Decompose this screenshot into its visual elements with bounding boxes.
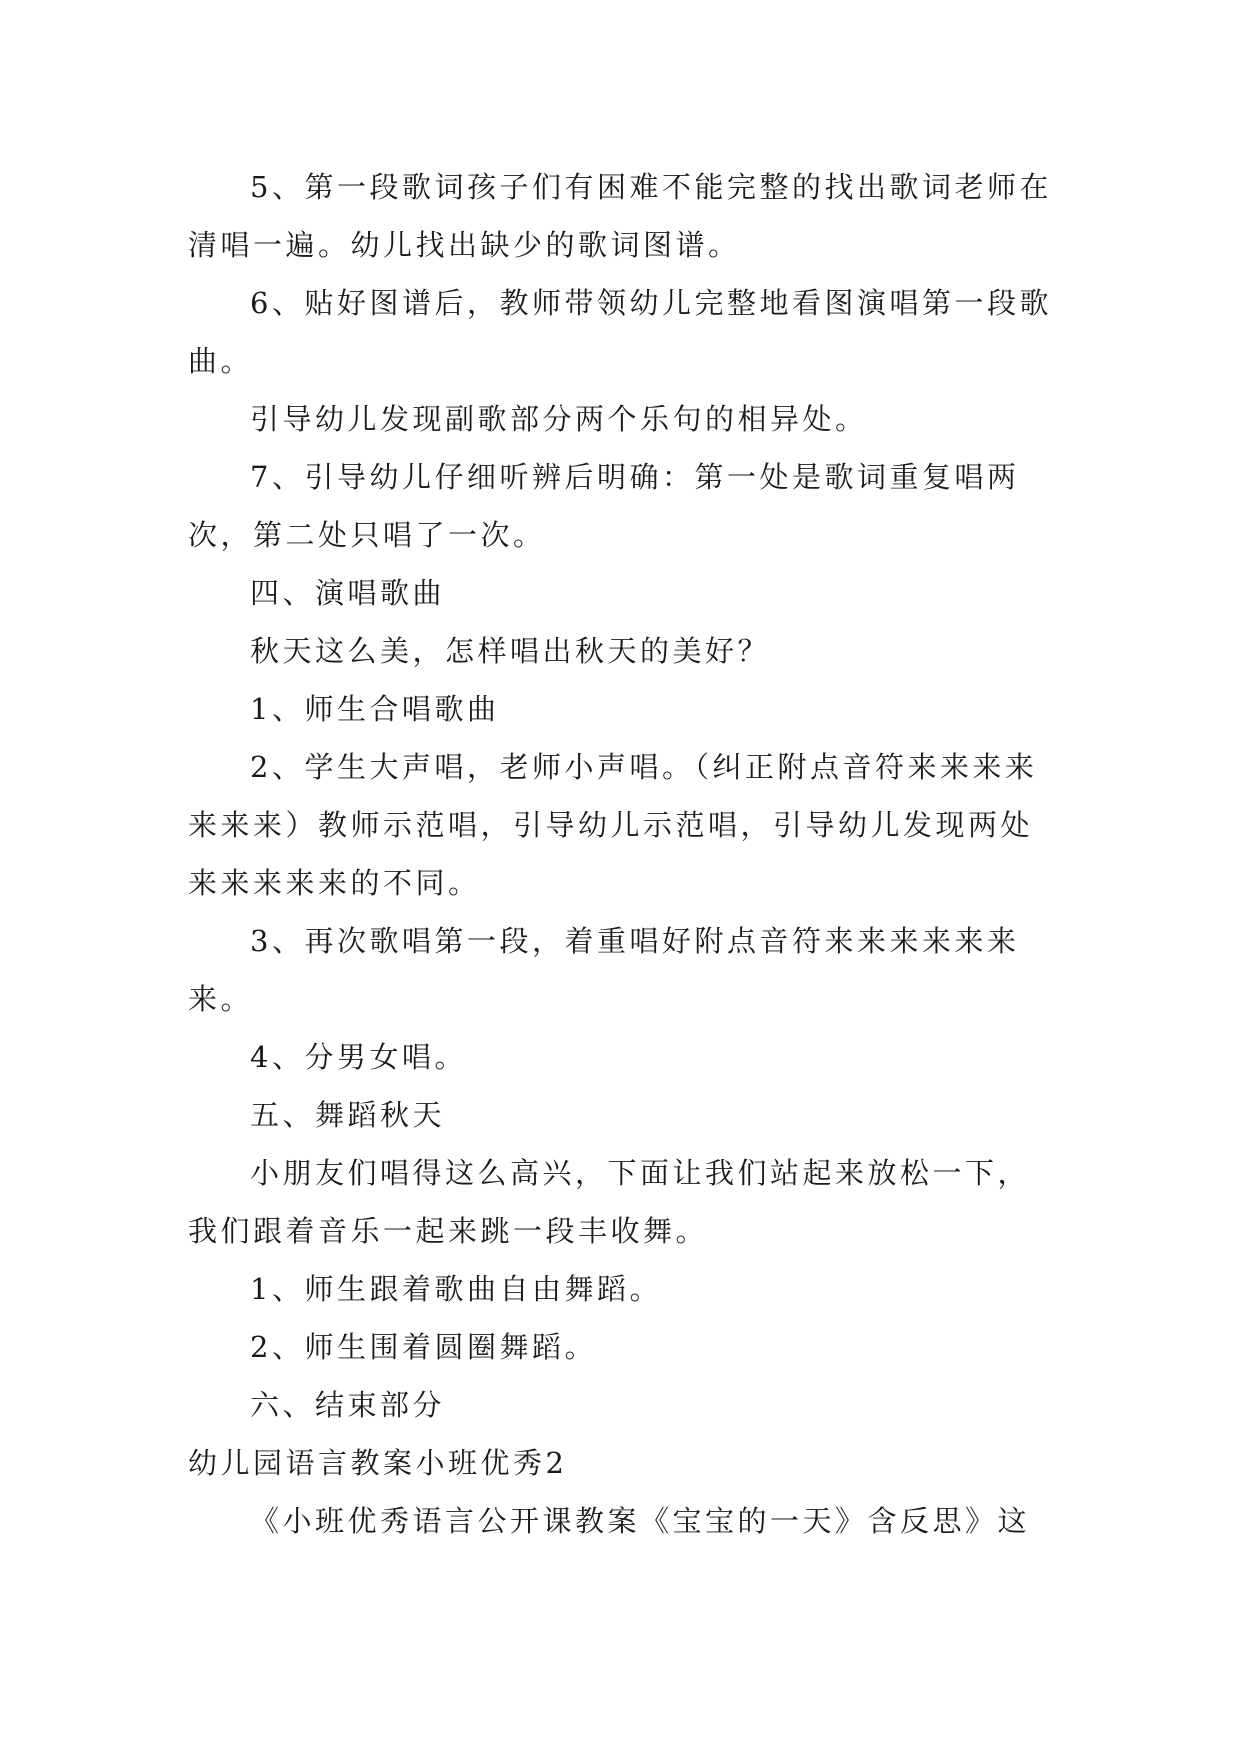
paragraph: 5、第一段歌词孩子们有困难不能完整的找出歌词老师在清唱一遍。幼儿找出缺少的歌词图谱。 <box>188 170 1052 262</box>
paragraph: 引导幼儿发现副歌部分两个乐句的相异处。 <box>250 402 868 436</box>
paragraph: 《小班优秀语言公开课教案《宝宝的一天》含反思》这 <box>250 1504 1031 1538</box>
paragraph: 6、贴好图谱后，教师带领幼儿完整地看图演唱第一段歌曲。 <box>188 286 1052 378</box>
paragraph: 1、师生合唱歌曲 <box>250 692 500 726</box>
section-heading: 五、舞蹈秋天 <box>250 1098 446 1132</box>
section-heading: 六、结束部分 <box>250 1388 446 1422</box>
paragraph: 秋天这么美，怎样唱出秋天的美好？ <box>250 634 771 668</box>
paragraph: 4、分男女唱。 <box>250 1040 467 1074</box>
section-heading: 四、演唱歌曲 <box>250 576 446 610</box>
paragraph: 1、师生跟着歌曲自由舞蹈。 <box>250 1272 662 1306</box>
paragraph: 7、引导幼儿仔细听辨后明确：第一处是歌词重复唱两次，第二处只唱了一次。 <box>188 460 1020 552</box>
paragraph: 3、再次歌唱第一段，着重唱好附点音符来来来来来来来。 <box>188 924 1020 1016</box>
document-body <box>188 158 1058 1550</box>
paragraph: 2、学生大声唱，老师小声唱。（纠正附点音符来来来来来来来）教师示范唱，引导幼儿示范唱，引导幼儿发现两处来来来来来的不同。 <box>188 750 1038 900</box>
document-title: 幼儿园语言教案小班优秀2 <box>188 1446 568 1480</box>
paragraph: 2、师生围着圆圈舞蹈。 <box>250 1330 597 1364</box>
paragraph: 小朋友们唱得这么高兴，下面让我们站起来放松一下，我们跟着音乐一起来跳一段丰收舞。 <box>188 1156 1031 1248</box>
